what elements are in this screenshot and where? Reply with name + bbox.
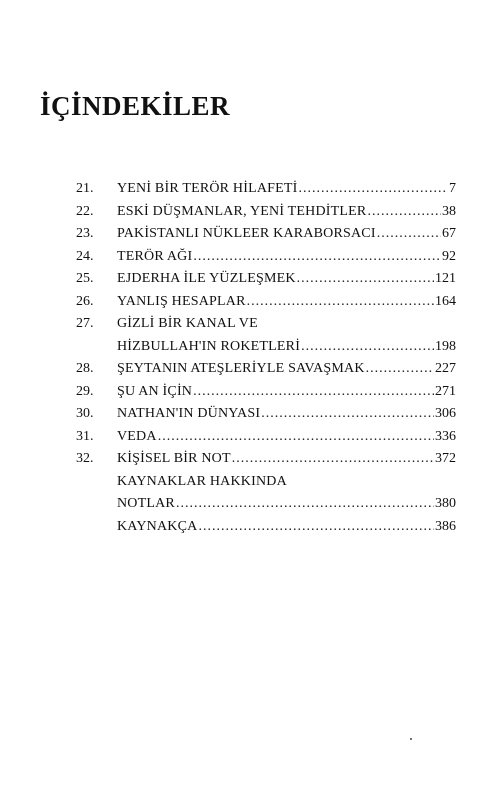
toc-entry: [76, 336, 456, 359]
entry-line: [117, 223, 456, 246]
dot-leader: [367, 201, 441, 224]
entry-line: [117, 291, 456, 314]
toc-entry: [76, 268, 456, 291]
entry-line: [117, 336, 456, 359]
chapter-title: KAYNAKLAR HAKKINDA: [117, 473, 287, 489]
chapter-number: 23.: [76, 226, 94, 241]
page-number: 38: [442, 203, 456, 219]
entry-line: [117, 246, 456, 269]
dot-leader: [198, 516, 434, 539]
chapter-title: NATHAN'IN DÜNYASI: [117, 406, 261, 421]
chapter-title: NOTLAR: [117, 496, 175, 511]
print-speck: [410, 738, 412, 740]
chapter-number: 26.: [76, 293, 94, 309]
chapter-title: GİZLİ BİR KANAL VE: [117, 316, 258, 331]
chapter-title: ESKİ DÜŞMANLAR, YENİ TEHDİTLER: [117, 203, 367, 219]
chapter-title: VEDA: [117, 428, 157, 444]
toc-entry: [76, 381, 456, 404]
entry-line: [117, 268, 456, 291]
entry-line: [117, 381, 456, 404]
dot-leader: [232, 448, 434, 471]
entry-line: [117, 403, 456, 426]
dot-leader: [158, 426, 434, 449]
toc-entry: [76, 246, 456, 269]
toc-entry: [76, 471, 456, 494]
entry-line: [117, 516, 456, 539]
toc-entry: [76, 426, 456, 449]
dot-leader: [297, 268, 434, 291]
page-number: 336: [435, 428, 456, 444]
dot-leader: [193, 381, 434, 404]
entry-line: [117, 426, 456, 449]
chapter-title: EJDERHA İLE YÜZLEŞMEK: [117, 271, 296, 286]
page-number: 271: [435, 383, 456, 399]
chapter-number: 21.: [76, 181, 94, 196]
page-number: 121: [435, 271, 456, 286]
page-number: 372: [435, 451, 456, 466]
toc-entry: [76, 178, 456, 201]
chapter-title: YENİ BİR TERÖR HİLAFETİ: [117, 181, 298, 196]
entry-line: [117, 313, 456, 336]
toc-entry: [76, 448, 456, 471]
dot-leader: [193, 246, 441, 269]
page-number: 164: [435, 293, 456, 309]
dot-leader: [366, 358, 434, 381]
page-number: 67: [442, 226, 456, 241]
toc-entry: [76, 516, 456, 539]
table-of-contents: [76, 178, 456, 538]
page-number: 386: [435, 518, 456, 534]
chapter-number: 32.: [76, 451, 94, 466]
entry-line: [117, 178, 456, 201]
dot-leader: [176, 493, 434, 516]
entry-line: [117, 201, 456, 224]
page-number: 92: [442, 248, 456, 264]
toc-entry: [76, 223, 456, 246]
entry-line: [117, 448, 456, 471]
entry-line: [117, 471, 456, 494]
chapter-title: HİZBULLAH'IN ROKETLERİ: [117, 338, 301, 354]
entry-line: [117, 358, 456, 381]
chapter-number: 30.: [76, 406, 94, 421]
chapter-number: 27.: [76, 316, 94, 331]
toc-entry: [76, 201, 456, 224]
chapter-number: 28.: [76, 361, 94, 376]
dot-leader: [301, 336, 434, 359]
chapter-title: ŞU AN İÇİN: [117, 383, 193, 399]
chapter-number: 25.: [76, 271, 94, 286]
dot-leader: [261, 403, 434, 426]
page-number: 7: [449, 181, 456, 196]
page-number: 380: [435, 496, 456, 511]
chapter-title: KİŞİSEL BİR NOT: [117, 451, 231, 466]
toc-entry: [76, 403, 456, 426]
chapter-title: ŞEYTANIN ATEŞLERİYLE SAVAŞMAK: [117, 361, 365, 376]
toc-entry: [76, 291, 456, 314]
page-number: 198: [435, 338, 456, 354]
dot-leader: [377, 223, 441, 246]
page-title: İÇİNDEKİLER: [40, 91, 231, 121]
dot-leader: [299, 178, 449, 201]
chapter-number: 29.: [76, 383, 94, 399]
toc-entry: [76, 358, 456, 381]
chapter-number: 22.: [76, 203, 94, 219]
toc-entry: [76, 493, 456, 516]
toc-entry: [76, 313, 456, 336]
page-number: 227: [435, 361, 456, 376]
chapter-title: PAKİSTANLI NÜKLEER KARABORSACI: [117, 226, 376, 241]
entry-line: [117, 493, 456, 516]
dot-leader: [247, 291, 434, 314]
chapter-number: 24.: [76, 248, 94, 264]
page-number: 306: [435, 406, 456, 421]
chapter-number: 31.: [76, 428, 94, 444]
chapter-title: KAYNAKÇA: [117, 518, 198, 534]
chapter-title: TERÖR AĞI: [117, 248, 193, 264]
chapter-title: YANLIŞ HESAPLAR: [117, 293, 246, 309]
